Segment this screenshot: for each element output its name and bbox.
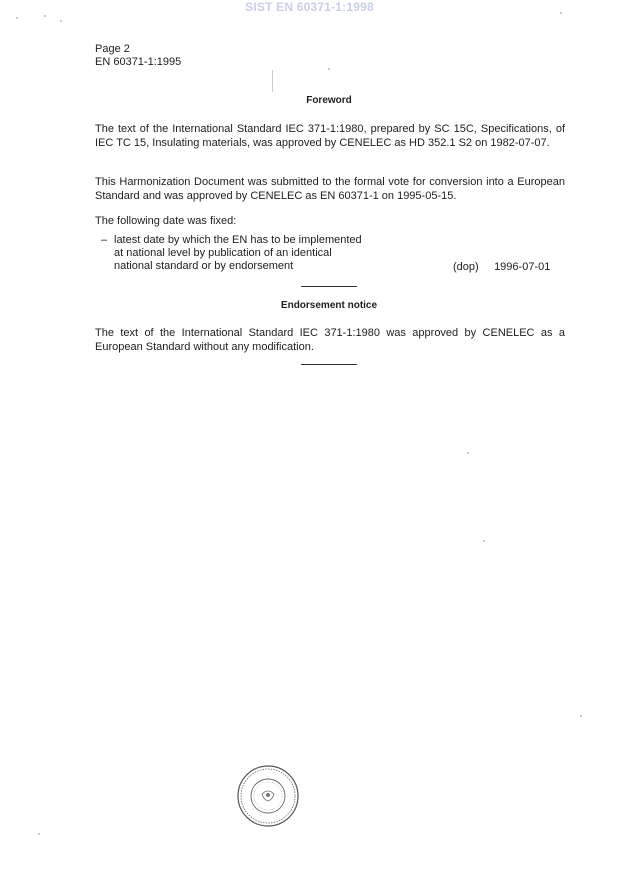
scan-speck [328,68,330,70]
list-dash: – [101,234,108,246]
official-seal-stamp [236,764,300,828]
scan-speck [580,715,582,717]
dop-date: 1996-07-01 [494,261,551,273]
scan-speck [483,540,485,542]
foreword-paragraph-2: This Harmonization Document was submitted to the formal vote for conversion into a European Standard and was approved by CENELEC as EN 60371-1 on 1995-05-15. [95,176,565,202]
foreword-heading: Foreword [306,95,352,106]
endorsement-paragraph: The text of the International Standard IEC 371-1:1980 was approved by CENELEC as a European Standard without any modification. [95,327,565,353]
scan-speck [16,17,18,19]
scan-speck [44,15,46,17]
endorsement-heading: Endorsement notice [280,300,378,311]
standard-number: EN 60371-1:1995 [95,56,182,68]
dop-label: (dop) [453,261,479,273]
end-divider [301,364,357,365]
list-item-line: latest date by which the EN has to be implemented [114,234,362,246]
watermark-text: SIST EN 60371-1:1998 [245,0,374,14]
scan-mark [272,70,273,92]
dop-entry [453,261,550,273]
list-item-continuation [101,247,561,260]
foreword-paragraph-1: The text of the International Standard IEC 371-1:1980, prepared by SC 15C, Specifications, of IEC TC 15, Insulating materials, was approved by CENELEC as HD 352.1 S2 on 1982-07-07. [95,123,565,149]
dates-intro: The following date was fixed: [95,215,237,227]
section-divider [301,286,357,287]
scan-speck [467,452,469,454]
scan-speck [60,20,62,22]
list-item-line: national standard or by endorsement [114,260,294,272]
list-item [101,234,561,247]
scan-speck [38,833,40,835]
scan-speck [560,12,562,14]
page-number: Page 2 [95,43,130,55]
list-item-line: at national level by publication of an identical [114,247,332,259]
